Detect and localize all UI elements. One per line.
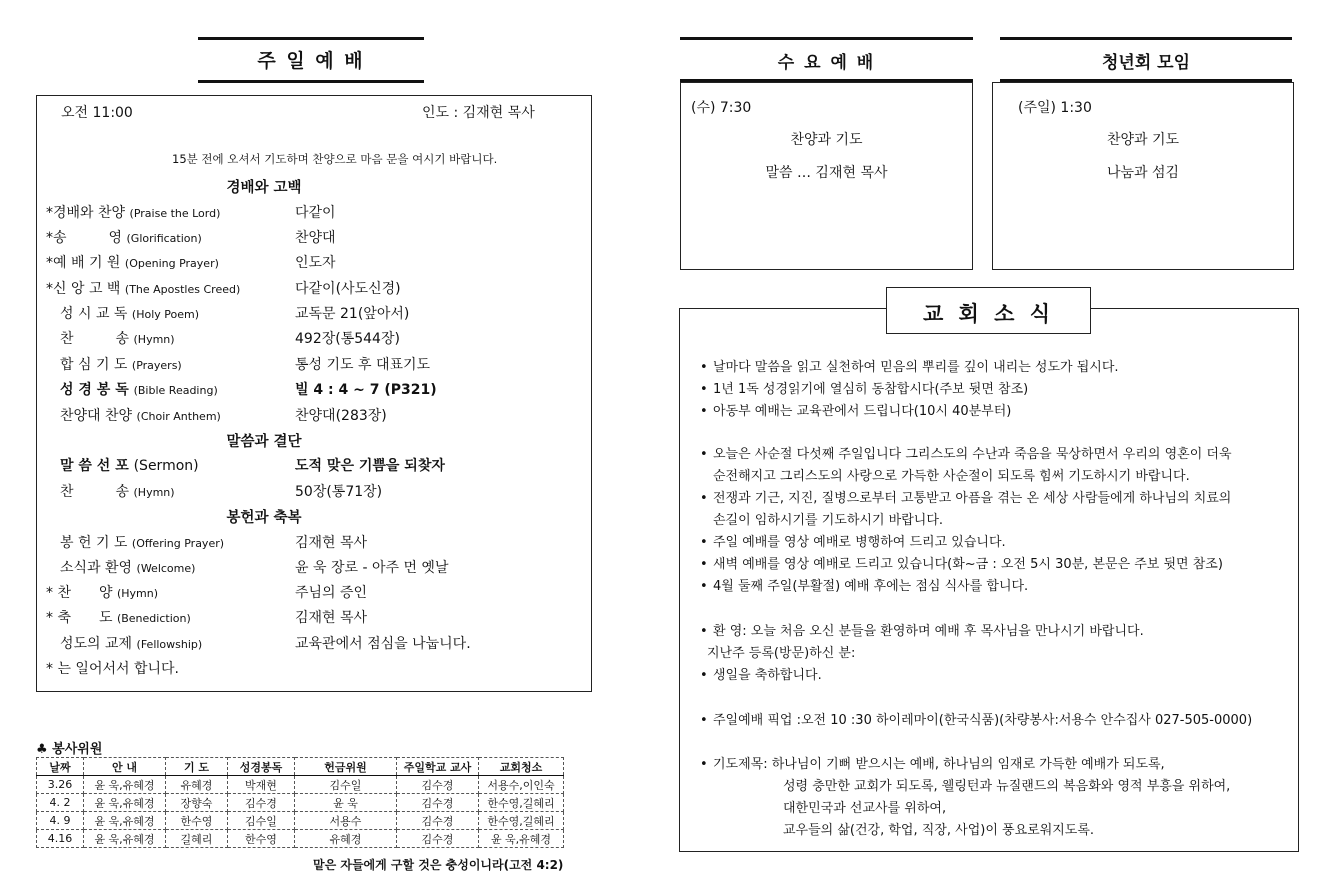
table-row (37, 794, 564, 812)
order-label: *예 배 기 원 (46, 255, 121, 271)
order-value: 인도자 (295, 255, 336, 271)
service-leader: 인도 : 김재현 목사 (422, 105, 535, 121)
title-bar-bottom (198, 80, 424, 83)
order-value: 찬양대 (295, 230, 336, 246)
order-label-en: (Holy Poem) (131, 308, 200, 321)
news-item-cont: 대한민국과 선교사를 위하여, (783, 801, 947, 816)
news-item: • 주일 예배를 영상 예배로 병행하여 드리고 있습니다. (700, 535, 1006, 550)
service-intro: 15분 전에 오셔서 기도하며 찬양으로 마음 문을 여시기 바랍니다. (172, 152, 498, 166)
youth-line: 찬양과 기도 (1106, 132, 1180, 148)
news-item: • 기도제목: 하나님이 기뻐 받으시는 예배, 하나님의 임재로 가득한 예배가 되도록, (700, 757, 1165, 772)
news-text: 아동부 예배는 교육관에서 드립니다(10시 40분부터) (713, 404, 1012, 419)
title-bar-top (198, 37, 424, 40)
news-item: • 날마다 말씀을 읽고 실천하여 믿음의 뿌리를 깊이 내리는 성도가 됩시다. (700, 360, 1119, 375)
order-row (46, 453, 586, 478)
order-label: 합 심 기 도 (60, 357, 128, 373)
order-label: *신 앙 고 백 (46, 281, 121, 297)
news-text: 주일 예배를 영상 예배로 병행하여 드리고 있습니다. (713, 535, 1006, 550)
col-header: 성경봉독 (228, 758, 295, 776)
col-header: 교회청소 (479, 758, 564, 776)
table-row (37, 812, 564, 830)
news-text: 전쟁과 기근, 지진, 질병으로부터 고통받고 아픔을 겪는 온 세상 사람들에게 하나님의 치료의 (713, 491, 1232, 506)
col-header: 날짜 (37, 758, 84, 776)
news-text: 새벽 예배를 영상 예배로 드리고 있습니다(화~금 : 오전 5시 30분, 본문은 주보 뒷면 참조) (713, 557, 1223, 572)
news-item: • 4월 둘째 주일(부활절) 예배 후에는 점심 식사를 합니다. (700, 579, 1029, 594)
table-cell: 장향숙 (166, 794, 228, 812)
order-label-en: (Offering Prayer) (131, 537, 225, 550)
wednesday-line: 찬양과 기도 (790, 132, 863, 148)
order-value: 492장(통544장) (295, 331, 400, 347)
youth-time: (주일) 1:30 (1018, 100, 1092, 116)
news-text: 1년 1독 성경읽기에 열심히 동참합시다(주보 뒷면 참조) (713, 382, 1029, 397)
order-row (46, 250, 586, 275)
service-time: 오전 11:00 (61, 105, 133, 121)
order-label: *송 영 (46, 230, 123, 246)
order-label-en: (Glorification) (126, 232, 202, 245)
youth-title: 청년회 모임 (1101, 53, 1191, 73)
table-cell: 한수영,길혜리 (479, 812, 564, 830)
order-label-en: (Choir Anthem) (136, 410, 221, 423)
order-label-en: (Prayers) (131, 359, 182, 372)
table-header-row (37, 758, 564, 776)
table-row (37, 776, 564, 794)
table-cell: 3.26 (37, 776, 84, 794)
news-item: • 아동부 예배는 교육관에서 드립니다(10시 40분부터) (700, 404, 1012, 419)
order-row (46, 200, 586, 225)
table-cell: 윤 욱,유혜경 (479, 830, 564, 848)
news-text: 주일예배 픽업 :오전 10 :30 하이레마이(한국식품)(차량봉사:서용수 안수집사 027-505-0000) (713, 713, 1253, 728)
table-cell: 윤 욱,유혜경 (84, 794, 166, 812)
wednesday-time: (수) 7:30 (691, 100, 752, 116)
order-row (46, 530, 586, 555)
news-title: 교 회 소 식 (922, 302, 1055, 326)
order-label-en: (Praise the Lord) (129, 207, 221, 220)
order-label-en: (Hymn) (133, 333, 175, 346)
order-value: 주님의 증인 (295, 585, 368, 601)
wednesday-title: 수 요 예 배 (777, 53, 876, 73)
order-row (46, 403, 586, 428)
table-cell: 4. 9 (37, 812, 84, 830)
order-value: 윤 욱 장로 - 아주 먼 옛날 (295, 560, 449, 576)
news-item: • 1년 1독 성경읽기에 열심히 동참합시다(주보 뒷면 참조) (700, 382, 1029, 397)
table-cell: 김수일 (295, 776, 397, 794)
section-heading: 경배와 고백 (226, 180, 302, 196)
table-cell: 윤 욱,유혜경 (84, 776, 166, 794)
order-value: 김재현 목사 (295, 535, 368, 551)
table-cell: 김수경 (397, 830, 479, 848)
table-cell: 한수영,길혜리 (479, 794, 564, 812)
news-item-cont: 교우들의 삶(건강, 학업, 직장, 사업)이 풍요로워지도록. (783, 823, 1095, 838)
order-label: 찬양대 찬양 (60, 408, 133, 424)
order-label-en: (Hymn) (116, 587, 159, 600)
order-label-en: (Sermon) (133, 458, 199, 474)
news-item: • 생일을 축하합니다. (700, 668, 822, 683)
order-label-en: (Hymn) (133, 486, 175, 499)
section-heading: 말씀과 결단 (226, 434, 302, 450)
standing-footnote: * 는 일어서서 합니다. (46, 661, 179, 677)
order-row (46, 326, 586, 351)
news-item-cont: 성령 충만한 교회가 되도록, 웰링턴과 뉴질랜드의 복음화와 영적 부흥을 위하여, (783, 779, 1231, 794)
news-text: 기도제목: 하나님이 기뻐 받으시는 예배, 하나님의 임재로 가득한 예배가 되도록, (713, 757, 1165, 772)
order-label: 찬 송 (60, 331, 130, 347)
table-cell: 한수영 (228, 830, 295, 848)
order-row (46, 352, 586, 377)
bible-verse: 맡은 자들에게 구할 것은 충성이니라(고전 4:2) (313, 858, 564, 872)
table-cell: 서용수,이인숙 (479, 776, 564, 794)
news-text: 4월 둘째 주일(부활절) 예배 후에는 점심 식사를 합니다. (713, 579, 1029, 594)
order-row (46, 301, 586, 326)
order-value: 50장(통71장) (295, 484, 383, 500)
order-label-en: (Welcome) (136, 562, 196, 575)
order-label: 봉 헌 기 도 (60, 535, 128, 551)
col-header: 기 도 (166, 758, 228, 776)
order-label: 소식과 환영 (60, 560, 133, 576)
news-item-cont: 지난주 등록(방문)하신 분: (707, 646, 856, 661)
order-label-en: (The Apostles Creed) (124, 283, 241, 296)
table-cell: 유혜경 (295, 830, 397, 848)
title-bar-top (680, 37, 973, 40)
order-label: 찬 송 (60, 484, 130, 500)
news-text: 날마다 말씀을 읽고 실천하여 믿음의 뿌리를 깊이 내리는 성도가 됩시다. (713, 360, 1119, 375)
news-item-cont: 순전해지고 그리스도의 사랑으로 가득한 사순절이 되도록 힘써 기도하시기 바랍니다. (713, 469, 1190, 484)
table-cell: 김수경 (397, 776, 479, 794)
table-cell: 4. 2 (37, 794, 84, 812)
order-row (46, 631, 586, 656)
table-cell: 4.16 (37, 830, 84, 848)
order-label: 성 시 교 독 (60, 306, 128, 322)
table-cell: 서용수 (295, 812, 397, 830)
news-text: 환 영: 오늘 처음 오신 분들을 환영하며 예배 후 목사님을 만나시기 바랍니다. (713, 624, 1144, 639)
table-cell: 박재현 (228, 776, 295, 794)
order-label-en: (Benediction) (116, 612, 191, 625)
news-item: • 전쟁과 기근, 지진, 질병으로부터 고통받고 아픔을 겪는 온 세상 사람들에게 하나님의 치료의 (700, 491, 1232, 506)
order-label: 성 경 봉 독 (60, 382, 129, 398)
col-header: 안 내 (84, 758, 166, 776)
order-row (46, 580, 586, 605)
volunteers-title: ♣ 봉사위원 (36, 742, 103, 757)
news-item: • 주일예배 픽업 :오전 10 :30 하이레마이(한국식품)(차량봉사:서용수 안수집사 027-505-0000) (700, 713, 1253, 728)
table-cell: 김수일 (228, 812, 295, 830)
news-item: • 환 영: 오늘 처음 오신 분들을 환영하며 예배 후 목사님을 만나시기 바랍니다. (700, 624, 1144, 639)
order-label: 말 씀 선 포 (60, 458, 129, 474)
order-value: 교육관에서 점심을 나눕니다. (295, 636, 471, 652)
order-label: *경배와 찬양 (46, 205, 126, 221)
table-cell: 윤 욱,유혜경 (84, 830, 166, 848)
order-value: 김재현 목사 (295, 610, 368, 626)
youth-line: 나눔과 섬김 (1106, 165, 1180, 181)
order-row (46, 276, 586, 301)
wednesday-line: 말씀 … 김재현 목사 (765, 165, 888, 181)
order-value: 빌 4 : 4 ~ 7 (P321) (295, 382, 437, 398)
order-row (46, 605, 586, 630)
order-value: 교독문 21(앞아서) (295, 306, 410, 322)
order-row (46, 377, 586, 402)
table-cell: 한수영 (166, 812, 228, 830)
news-item: • 새벽 예배를 영상 예배로 드리고 있습니다(화~금 : 오전 5시 30분, 본문은 주보 뒷면 참조) (700, 557, 1223, 572)
table-cell: 김수경 (397, 794, 479, 812)
order-value: 도적 맞은 기쁨을 되찾자 (295, 458, 445, 474)
news-item-cont: 손길이 임하시기를 기도하시기 바랍니다. (713, 513, 944, 528)
order-label-en: (Fellowship) (136, 638, 203, 651)
title-bar-top (1000, 37, 1292, 40)
order-label-en: (Opening Prayer) (124, 257, 219, 270)
order-value: 통성 기도 후 대표기도 (295, 357, 431, 373)
order-value: 찬양대(283장) (295, 408, 387, 424)
order-label-en: (Bible Reading) (133, 384, 218, 397)
order-value: 다같이 (295, 205, 336, 221)
section-heading: 봉헌과 축복 (226, 510, 302, 526)
news-text: 생일을 축하합니다. (713, 668, 822, 683)
order-value: 다같이(사도신경) (295, 281, 401, 297)
table-cell: 김수경 (397, 812, 479, 830)
table-cell: 유혜경 (166, 776, 228, 794)
order-row (46, 225, 586, 250)
order-label: * 축 도 (46, 610, 113, 626)
sunday-title: 주 일 예 배 (257, 50, 365, 72)
order-label: 성도의 교제 (60, 636, 133, 652)
volunteers-table (36, 757, 564, 848)
table-row (37, 830, 564, 848)
table-cell: 윤 욱 (295, 794, 397, 812)
table-cell: 김수경 (228, 794, 295, 812)
table-cell: 길혜리 (166, 830, 228, 848)
order-row (46, 479, 586, 504)
order-row (46, 555, 586, 580)
col-header: 헌금위원 (295, 758, 397, 776)
table-cell: 윤 욱,유혜경 (84, 812, 166, 830)
news-text: 오늘은 사순절 다섯째 주일입니다 그리스도의 수난과 죽음을 묵상하면서 우리의 영혼이 더욱 (713, 447, 1232, 462)
news-item: • 오늘은 사순절 다섯째 주일입니다 그리스도의 수난과 죽음을 묵상하면서 우리의 영혼이 더욱 (700, 447, 1232, 462)
col-header: 주일학교 교사 (397, 758, 479, 776)
order-label: * 찬 양 (46, 585, 113, 601)
